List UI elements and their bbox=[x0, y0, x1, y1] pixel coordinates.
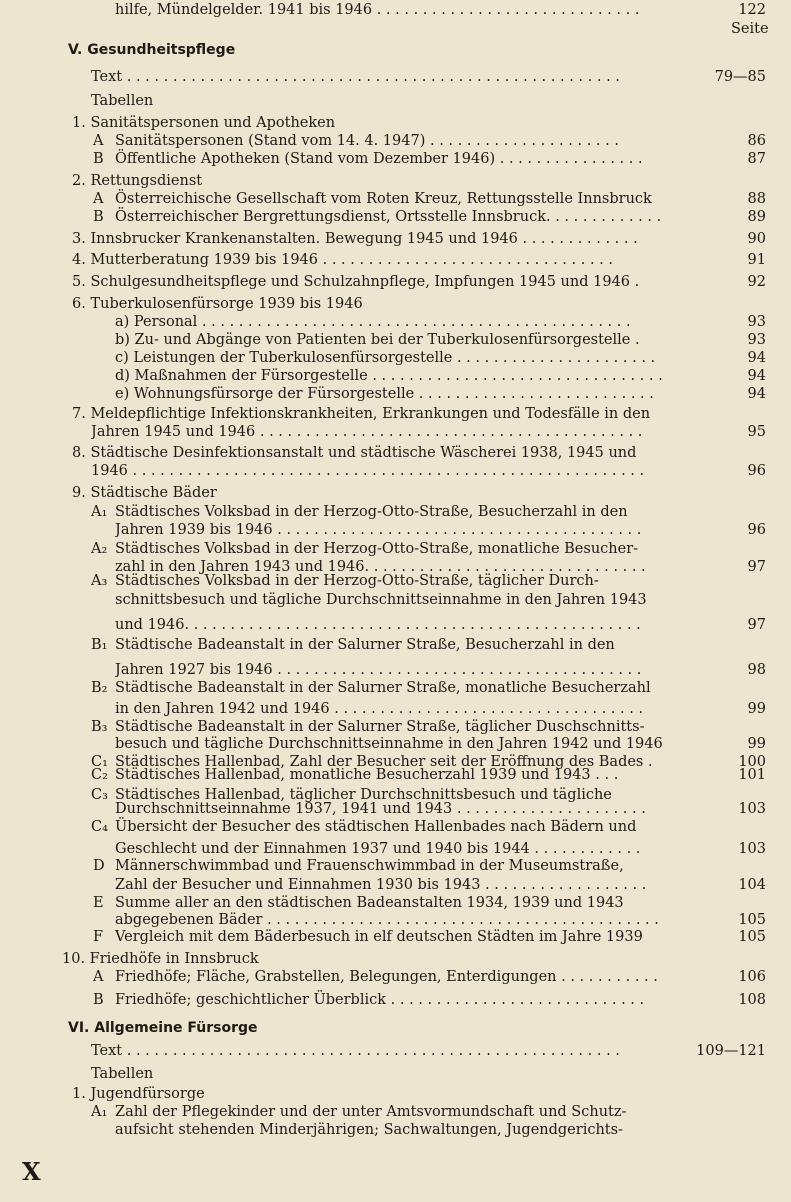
entry-text: 2. Rettungsdienst bbox=[72, 173, 203, 189]
page-number: X bbox=[22, 1157, 41, 1186]
entry-text: 1946 . . . . . . . . . . . . . . . . . . . . . . . . . . . . . . . . . . . . . . . . . . . . . . . . . . . . . . . . bbox=[91, 463, 645, 479]
entry-text: 10. Friedhöfe in Innsbruck bbox=[62, 951, 259, 967]
seite-column-label: Seite bbox=[731, 21, 769, 37]
entry-text: in den Jahren 1942 und 1946 . . . . . . . . . . . . . . . . . . . . . . . . . . . . . . . . . . bbox=[115, 701, 644, 717]
entry-text: Städtische Badeanstalt in der Salurner Straße, monatliche Besucherzahl bbox=[115, 680, 651, 696]
entry-text: b) Zu- und Abgänge von Patienten bei der Tuberkulosenfürsorgestelle . bbox=[115, 332, 640, 348]
entry-text: Städtisches Volksbad in der Herzog-Otto-Straße, Besucherzahl in den bbox=[115, 504, 628, 520]
page-ref: 88 bbox=[747, 191, 766, 207]
page-ref: 108 bbox=[738, 992, 766, 1008]
entry-text: Jahren 1939 bis 1946 . . . . . . . . . . . . . . . . . . . . . . . . . . . . . . . . . . . . . . . . bbox=[115, 522, 642, 538]
entry-text: Zahl der Pflegekinder und der unter Amtsvormundschaft und Schutz- bbox=[115, 1104, 627, 1120]
entry-text: 5. Schulgesundheitspflege und Schulzahnpflege, Impfungen 1945 und 1946 . bbox=[72, 274, 640, 290]
page-ref: 89 bbox=[747, 209, 766, 225]
entry-text: Öffentliche Apotheken (Stand vom Dezember 1946) . . . . . . . . . . . . . . . . bbox=[115, 151, 643, 167]
page-ref: 93 bbox=[747, 332, 766, 348]
entry-text: 9. Städtische Bäder bbox=[72, 485, 217, 501]
entry-label: A₃ bbox=[91, 573, 108, 589]
page-ref: 105 bbox=[738, 912, 766, 928]
page-ref: 98 bbox=[747, 662, 766, 678]
entry-text: Durchschnittseinnahme 1937, 1941 und 1943 . . . . . . . . . . . . . . . . . . . . . bbox=[115, 801, 646, 817]
entry-label: C₂ bbox=[91, 767, 108, 783]
entry-text: Jahren 1927 bis 1946 . . . . . . . . . . . . . . . . . . . . . . . . . . . . . . . . . . . . . . . . bbox=[115, 662, 642, 678]
entry-text: Geschlecht und der Einnahmen 1937 und 1940 bis 1944 . . . . . . . . . . . . bbox=[115, 841, 641, 857]
entry-label: B bbox=[93, 992, 104, 1008]
entry-label: A₁ bbox=[91, 504, 108, 520]
entry-text: Städtische Badeanstalt in der Salurner Straße, Besucherzahl in den bbox=[115, 637, 615, 653]
page-ref: 104 bbox=[738, 877, 766, 893]
entry-label: A₁ bbox=[91, 1104, 108, 1120]
entry-text: Österreichische Gesellschaft vom Roten Kreuz, Rettungsstelle Innsbruck bbox=[115, 191, 652, 207]
entry-text: 6. Tuberkulosenfürsorge 1939 bis 1946 bbox=[72, 296, 363, 312]
page-ref: 122 bbox=[738, 2, 766, 18]
page-ref: 99 bbox=[747, 736, 766, 752]
entry-text: Tabellen bbox=[91, 93, 154, 109]
entry-label: C₁ bbox=[91, 754, 108, 770]
page-ref: 86 bbox=[747, 133, 766, 149]
entry-text: Jahren 1945 und 1946 . . . . . . . . . . . . . . . . . . . . . . . . . . . . . . . . . . . . . . . . . . bbox=[91, 424, 643, 440]
page-ref: 95 bbox=[747, 424, 766, 440]
entry-label: A bbox=[93, 191, 104, 207]
entry-label: E bbox=[93, 895, 104, 911]
entry-text: schnittsbesuch und tägliche Durchschnittseinnahme in den Jahren 1943 bbox=[115, 592, 647, 608]
entry-label: B₂ bbox=[91, 680, 108, 696]
entry-text: Städtisches Hallenbad, Zahl der Besucher seit der Eröffnung des Bades . bbox=[115, 754, 653, 770]
entry-text: Männerschwimmbad und Frauenschwimmbad in der Museumstraße, bbox=[115, 858, 624, 874]
page-ref: 90 bbox=[747, 231, 766, 247]
section-title: VI. Allgemeine Fürsorge bbox=[68, 1020, 258, 1036]
page-ref: 100 bbox=[738, 754, 766, 770]
page-ref: 87 bbox=[747, 151, 766, 167]
entry-label: B bbox=[93, 209, 104, 225]
page-ref: 94 bbox=[747, 386, 766, 402]
page-ref: 91 bbox=[747, 252, 766, 268]
entry-text: e) Wohnungsfürsorge der Fürsorgestelle . . . . . . . . . . . . . . . . . . . . . . . . . . bbox=[115, 386, 654, 402]
entry-text: und 1946. . . . . . . . . . . . . . . . . . . . . . . . . . . . . . . . . . . . . . . . . . . . . . . . . . bbox=[115, 617, 641, 633]
page-ref: 92 bbox=[747, 274, 766, 290]
entry-text: Städtisches Hallenbad, täglicher Durchschnittsbesuch und tägliche bbox=[115, 787, 612, 803]
entry-text: 4. Mutterberatung 1939 bis 1946 . . . . . . . . . . . . . . . . . . . . . . . . . . . . . . . . bbox=[72, 252, 613, 268]
entry-label: B₃ bbox=[91, 719, 108, 735]
entry-text: a) Personal . . . . . . . . . . . . . . . . . . . . . . . . . . . . . . . . . . . . . . . . . . . . . . . bbox=[115, 314, 631, 330]
entry-label: C₃ bbox=[91, 787, 108, 803]
entry-text: 1. Sanitätspersonen und Apotheken bbox=[72, 115, 336, 131]
entry-text: c) Leistungen der Tuberkulosenfürsorgestelle . . . . . . . . . . . . . . . . . . . . . . bbox=[115, 350, 656, 366]
entry-text: Österreichischer Bergrettungsdienst, Ortsstelle Innsbruck. . . . . . . . . . . . . bbox=[115, 209, 662, 225]
entry-text: aufsicht stehenden Minderjährigen; Sachwaltungen, Jugendgerichts- bbox=[115, 1122, 623, 1138]
entry-text: Städtisches Volksbad in der Herzog-Otto-Straße, monatliche Besucher- bbox=[115, 541, 639, 557]
page-ref: 96 bbox=[747, 463, 766, 479]
page-ref: 101 bbox=[738, 767, 766, 783]
entry-text: zahl in den Jahren 1943 und 1946. . . . . . . . . . . . . . . . . . . . . . . . . . . . . . . bbox=[115, 559, 646, 575]
entry-text: abgegebenen Bäder . . . . . . . . . . . . . . . . . . . . . . . . . . . . . . . . . . . . . . . . . . . bbox=[115, 912, 659, 928]
page-ref: 103 bbox=[738, 801, 766, 817]
entry-text: 3. Innsbrucker Krankenanstalten. Bewegung 1945 und 1946 . . . . . . . . . . . . . bbox=[72, 231, 638, 247]
page-ref: 93 bbox=[747, 314, 766, 330]
page-ref: 109—121 bbox=[696, 1043, 766, 1059]
entry-label: A bbox=[93, 133, 104, 149]
entry-text: Städtische Badeanstalt in der Salurner Straße, täglicher Duschschnitts- bbox=[115, 719, 645, 735]
entry-text: 1. Jugendfürsorge bbox=[72, 1086, 205, 1102]
entry-text: Zahl der Besucher und Einnahmen 1930 bis 1943 . . . . . . . . . . . . . . . . . . bbox=[115, 877, 647, 893]
entry-text: 7. Meldepflichtige Infektionskrankheiten, Erkrankungen und Todesfälle in den bbox=[72, 406, 651, 422]
page-ref: 94 bbox=[747, 350, 766, 366]
entry-label: A bbox=[93, 969, 104, 985]
page-ref: 94 bbox=[747, 368, 766, 384]
entry-text: Summe aller an den städtischen Badeanstalten 1934, 1939 und 1943 bbox=[115, 895, 624, 911]
page-ref: 97 bbox=[747, 617, 766, 633]
entry-text: Text . . . . . . . . . . . . . . . . . . . . . . . . . . . . . . . . . . . . . . . . . . . . . . . . . . . . . . bbox=[91, 69, 620, 85]
entry-text: Sanitätspersonen (Stand vom 14. 4. 1947) . . . . . . . . . . . . . . . . . . . . . bbox=[115, 133, 619, 149]
page-ref: 105 bbox=[738, 929, 766, 945]
page-ref: 106 bbox=[738, 969, 766, 985]
entry-text: 8. Städtische Desinfektionsanstalt und städtische Wäscherei 1938, 1945 und bbox=[72, 445, 637, 461]
entry-label: B bbox=[93, 151, 104, 167]
entry-text: Vergleich mit dem Bäderbesuch in elf deutschen Städten im Jahre 1939 bbox=[115, 929, 643, 945]
entry-text: Städtisches Hallenbad, monatliche Besucherzahl 1939 und 1943 . . . bbox=[115, 767, 619, 783]
page-ref: 96 bbox=[747, 522, 766, 538]
page-ref: 79—85 bbox=[714, 69, 766, 85]
entry-text: Text . . . . . . . . . . . . . . . . . . . . . . . . . . . . . . . . . . . . . . . . . . . . . . . . . . . . . . bbox=[91, 1043, 620, 1059]
entry-text: Tabellen bbox=[91, 1066, 154, 1082]
entry-label: C₄ bbox=[91, 819, 108, 835]
entry-label: D bbox=[93, 858, 105, 874]
page-ref: 103 bbox=[738, 841, 766, 857]
entry-label: B₁ bbox=[91, 637, 108, 653]
entry-text: Übersicht der Besucher des städtischen Hallenbades nach Bädern und bbox=[115, 819, 637, 835]
page-ref: 99 bbox=[747, 701, 766, 717]
entry-text: Städtisches Volksbad in der Herzog-Otto-Straße, täglicher Durch- bbox=[115, 573, 599, 589]
entry-text: hilfe, Mündelgelder. 1941 bis 1946 . . . . . . . . . . . . . . . . . . . . . . . . . . . . . bbox=[115, 2, 640, 18]
entry-text: Friedhöfe; Fläche, Grabstellen, Belegungen, Enterdigungen . . . . . . . . . . . bbox=[115, 969, 658, 985]
entry-text: besuch und tägliche Durchschnittseinnahme in den Jahren 1942 und 1946 bbox=[115, 736, 663, 752]
entry-label: F bbox=[93, 929, 104, 945]
entry-label: A₂ bbox=[91, 541, 108, 557]
entry-text: d) Maßnahmen der Fürsorgestelle . . . . . . . . . . . . . . . . . . . . . . . . . . . . . . . . bbox=[115, 368, 663, 384]
page-ref: 97 bbox=[747, 559, 766, 575]
entry-text: Friedhöfe; geschichtlicher Überblick . . . . . . . . . . . . . . . . . . . . . . . . . . . . bbox=[115, 992, 645, 1008]
section-title: V. Gesundheitspflege bbox=[68, 42, 236, 58]
